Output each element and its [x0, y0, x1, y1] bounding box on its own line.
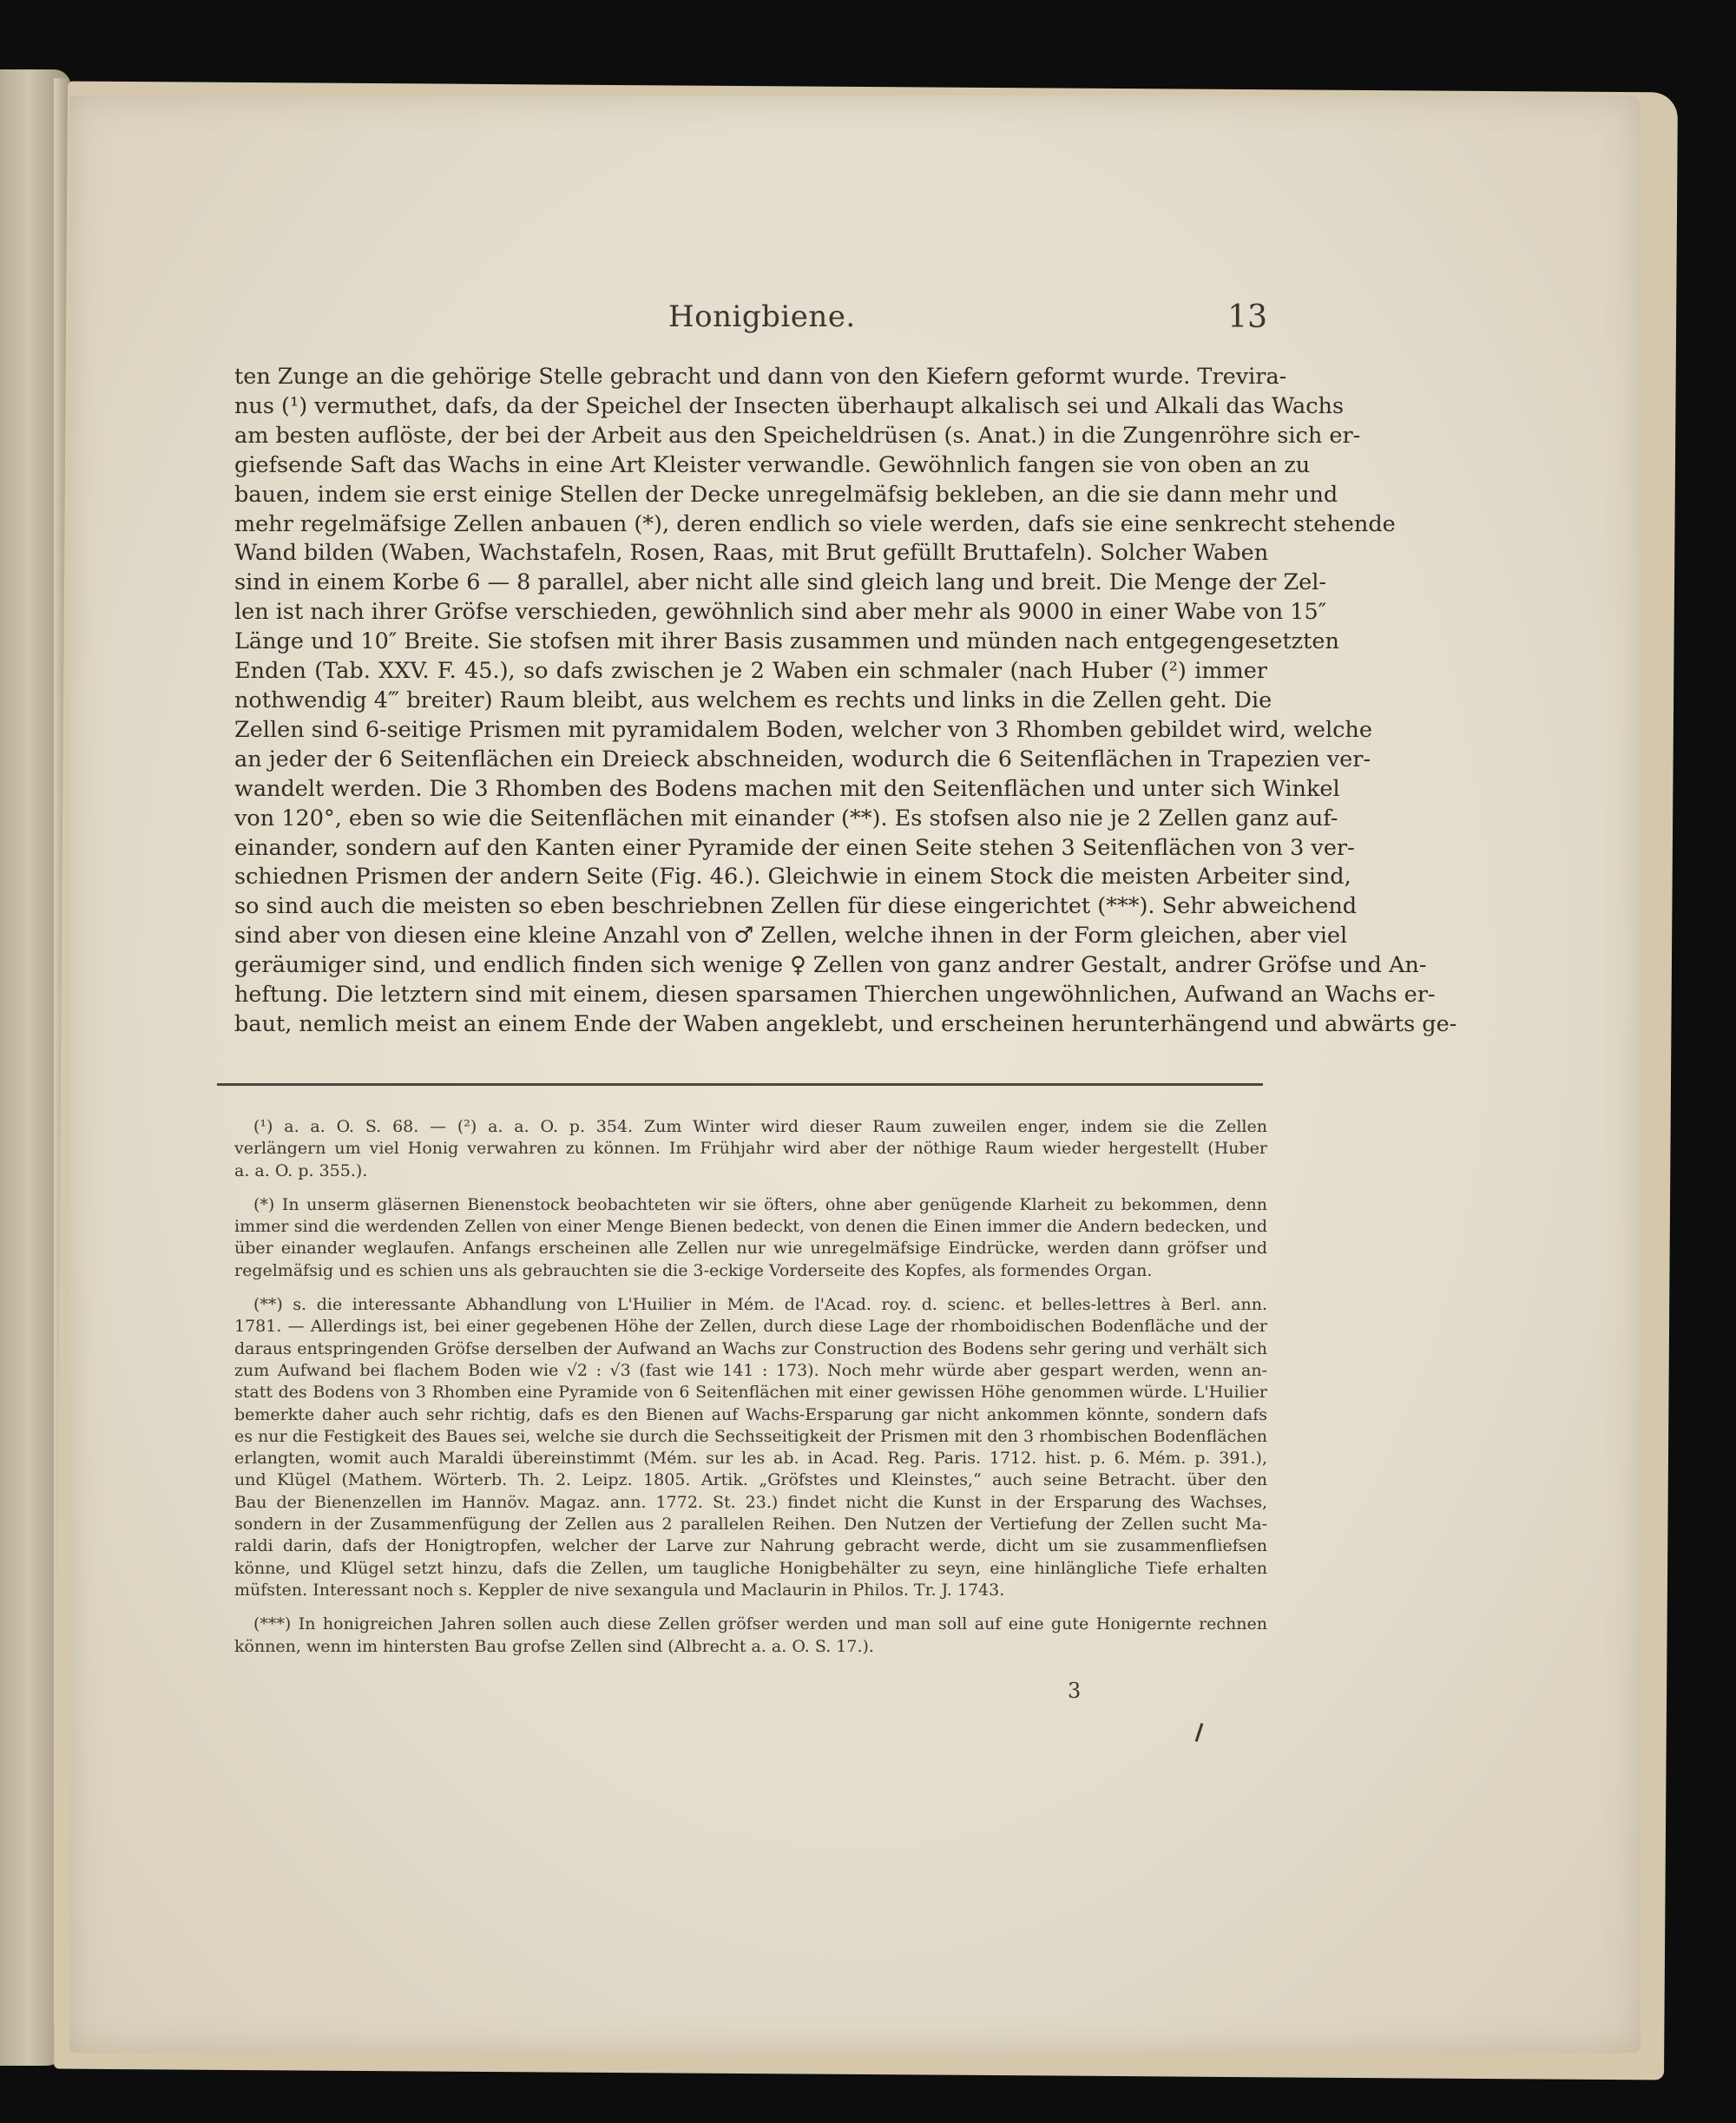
footnote-line: (**) s. die interessante Abhandlung von L'Huilier in Mém. de l'Acad. roy. d. scienc. et belles-lettres à Berl. ann. [253, 1295, 1267, 1315]
body-line: Länge und 10″ Breite. Sie stofsen mit ihrer Basis zusammen und münden nach entgegengesetzten [234, 628, 1339, 655]
footnote-line: daraus entspringenden Gröfse derselben der Aufwand an Wachs zur Construction des Bodens sehr gering und verhält sich [234, 1338, 1267, 1358]
footnote-line: es nur die Festigkeit des Baues sei, welche sie durch die Sechsseitigkeit der Prismen mit den 3 rhombischen Bodenflächen [234, 1426, 1267, 1446]
body-line: Enden (Tab. XXV. F. 45.), so dafs zwischen je 2 Waben ein schmaler (nach Huber (²) immer [234, 658, 1267, 685]
page-header [234, 299, 1267, 343]
body-line: an jeder der 6 Seitenflächen ein Dreieck abschneiden, wodurch die 6 Seitenflächen in Trapezien ver- [234, 746, 1371, 772]
body-line: schiednen Prismen der andern Seite (Fig. 46.). Gleichwie in einem Stock die meisten Arbeiter sind, [234, 864, 1351, 891]
body-line: sind in einem Korbe 6 — 8 parallel, aber nicht alle sind gleich lang und breit. Die Menge der Zel- [234, 569, 1327, 596]
footnote-line: Bau der Bienenzellen im Hannöv. Magaz. ann. 1772. St. 23.) findet nicht die Kunst in der Ersparung des Wachses, [234, 1492, 1267, 1512]
footnote-line: immer sind die werdenden Zellen von einer Menge Bienen bedeckt, von denen die Einen immer die Andern bedecken, und [234, 1217, 1267, 1237]
body-line: geräumiger sind, und endlich finden sich wenige ♀ Zellen von ganz andrer Gestalt, andrer Gröfse und An- [234, 952, 1427, 979]
sheet-signature: 3 [1068, 1679, 1082, 1703]
footnote-line: (¹) a. a. O. S. 68. — (²) a. a. O. p. 354. Zum Winter wird dieser Raum zuweilen enger, indem sie die Zellen [253, 1117, 1267, 1136]
body-line: wandelt werden. Die 3 Rhomben des Bodens machen mit den Seitenflächen und unter sich Winkel [234, 775, 1340, 802]
body-line: sind aber von diesen eine kleine Anzahl von ♂ Zellen, welche ihnen in der Form gleichen, aber viel [234, 923, 1348, 950]
page-number: 13 [1227, 299, 1267, 335]
footnote-line: und Klügel (Mathem. Wörterb. Th. 2. Leipz. 1805. Artik. „Gröfstes und Kleinstes,“ auch seine Betracht. über den [234, 1470, 1267, 1490]
body-line: Zellen sind 6-seitige Prismen mit pyramidalem Boden, welcher von 3 Rhomben gebildet wird, welche [234, 716, 1372, 743]
footnote-line: regelmäfsig und es schien uns als gebrauchten sie die 3-eckige Vorderseite des Kopfes, als formendes Organ. [234, 1260, 1153, 1280]
footnote-line: bemerkte daher auch sehr richtig, dafs es den Bienen auf Wachs-Ersparung gar nicht ankommen könnte, sondern dafs [234, 1404, 1267, 1424]
footnote [234, 1116, 1267, 1182]
running-title: Honigbiene. [668, 299, 856, 334]
footnote-line: könne, und Klügel setzt hinzu, dafs die Zellen, um taugliche Honigbehälter zu seyn, eine hinlängliche Tiefe erhalten [234, 1558, 1267, 1578]
body-line: baut, nemlich meist an einem Ende der Waben angeklebt, und erscheinen herunterhängend und abwärts ge- [234, 1010, 1457, 1037]
footnote-line: raldi darin, dafs der Honigtropfen, welcher der Larve zur Nahrung gebracht werde, dicht um sie zusammenfliefsen [234, 1536, 1267, 1556]
footnote-divider [217, 1083, 1263, 1086]
footnote [234, 1194, 1267, 1282]
body-line: so sind auch die meisten so eben beschriebnen Zellen für diese eingerichtet (***). Sehr abweichend [234, 893, 1358, 920]
footnote-line: (*) In unserm gläsernen Bienenstock beobachteten wir sie öfters, ohne aber genügende Klarheit zu bekommen, denn [253, 1194, 1267, 1214]
main-text [234, 363, 1457, 1040]
footnote-line: statt des Bodens von 3 Rhomben eine Pyramide von 6 Seitenflächen mit einer gewissen Höhe genommen würde. L'Huilier [234, 1383, 1267, 1403]
footnote-line: erlangten, womit auch Maraldi übereinstimmt (Mém. sur les ab. in Acad. Reg. Paris. 1712. hist. p. 6. Mém. p. 391.), [234, 1449, 1267, 1469]
body-line: giefsende Saft das Wachs in eine Art Kleister verwandle. Gewöhnlich fangen sie von oben an zu [234, 451, 1311, 478]
footnotes [234, 1116, 1267, 1670]
body-line: nus (¹) vermuthet, dafs, da der Speichel der Insecten überhaupt alkalisch sei und Alkali das Wachs [234, 392, 1345, 419]
body-line: mehr regelmäfsige Zellen anbauen (*), deren endlich so viele werden, dafs sie eine senkrecht stehende [234, 510, 1396, 537]
body-line: am besten auflöste, der bei der Arbeit aus den Speicheldrüsen (s. Anat.) in die Zungenröhre sich er- [234, 422, 1361, 449]
body-line: einander, sondern auf den Kanten einer Pyramide der einen Seite stehen 3 Seitenflächen von 3 ver- [234, 834, 1355, 861]
footnote-line: können, wenn im hintersten Bau grofse Zellen sind (Albrecht a. a. O. S. 17.). [234, 1636, 874, 1656]
footnote-line: verlängern um viel Honig verwahren zu können. Im Frühjahr wird aber der nöthige Raum wieder hergestellt (Huber [234, 1139, 1267, 1159]
footnote-line: sondern in der Zusammenfügung der Zellen aus 2 parallelen Reihen. Den Nutzen der Vertiefung der Zellen sucht Ma- [234, 1515, 1267, 1535]
body-line: bauen, indem sie erst einige Stellen der Decke unregelmäfsig bekleben, an die sie dann mehr und [234, 481, 1338, 508]
footnote-line: 1781. — Allerdings ist, bei einer gegebenen Höhe der Zellen, durch diese Lage der rhomboidischen Bodenfläche und der [234, 1317, 1267, 1337]
footnote-line: müfsten. Interessant noch s. Keppler de nive sexangula und Maclaurin in Philos. Tr. J. 1743. [234, 1580, 1005, 1600]
body-line: von 120°, eben so wie die Seitenflächen mit einander (**). Es stofsen also nie je 2 Zellen ganz auf- [234, 805, 1338, 831]
footnote-line: über einander weglaufen. Anfangs erscheinen alle Zellen nur wie unregelmäfsige Eindrücke, werden dann gröfser und [234, 1239, 1267, 1259]
footnote-line: (***) In honigreichen Jahren sollen auch diese Zellen gröfser werden und man soll auf eine gute Honigernte rechnen [253, 1614, 1267, 1634]
body-line: Wand bilden (Waben, Wachstafeln, Rosen, Raas, mit Brut gefüllt Bruttafeln). Solcher Waben [234, 540, 1269, 567]
body-line: nothwendig 4‴ breiter) Raum bleibt, aus welchem es rechts und links in die Zellen geht. Die [234, 687, 1272, 713]
footnote [234, 1614, 1267, 1658]
body-line: heftung. Die letztern sind mit einem, diesen sparsamen Thierchen ungewöhnlichen, Aufwand an Wachs er- [234, 982, 1436, 1009]
footnote-line: zum Aufwand bei flachem Boden wie √2 : √3 (fast wie 141 : 173). Noch mehr würde aber gespart werden, wenn an- [234, 1360, 1267, 1380]
body-line: len ist nach ihrer Gröfse verschieden, gewöhnlich sind aber mehr als 9000 in einer Wabe von 15″ [234, 599, 1327, 626]
body-line: ten Zunge an die gehörige Stelle gebracht und dann von den Kiefern geformt wurde. Trevira- [234, 364, 1287, 390]
footnote-line: a. a. O. p. 355.). [234, 1160, 368, 1180]
footnote [234, 1294, 1267, 1601]
